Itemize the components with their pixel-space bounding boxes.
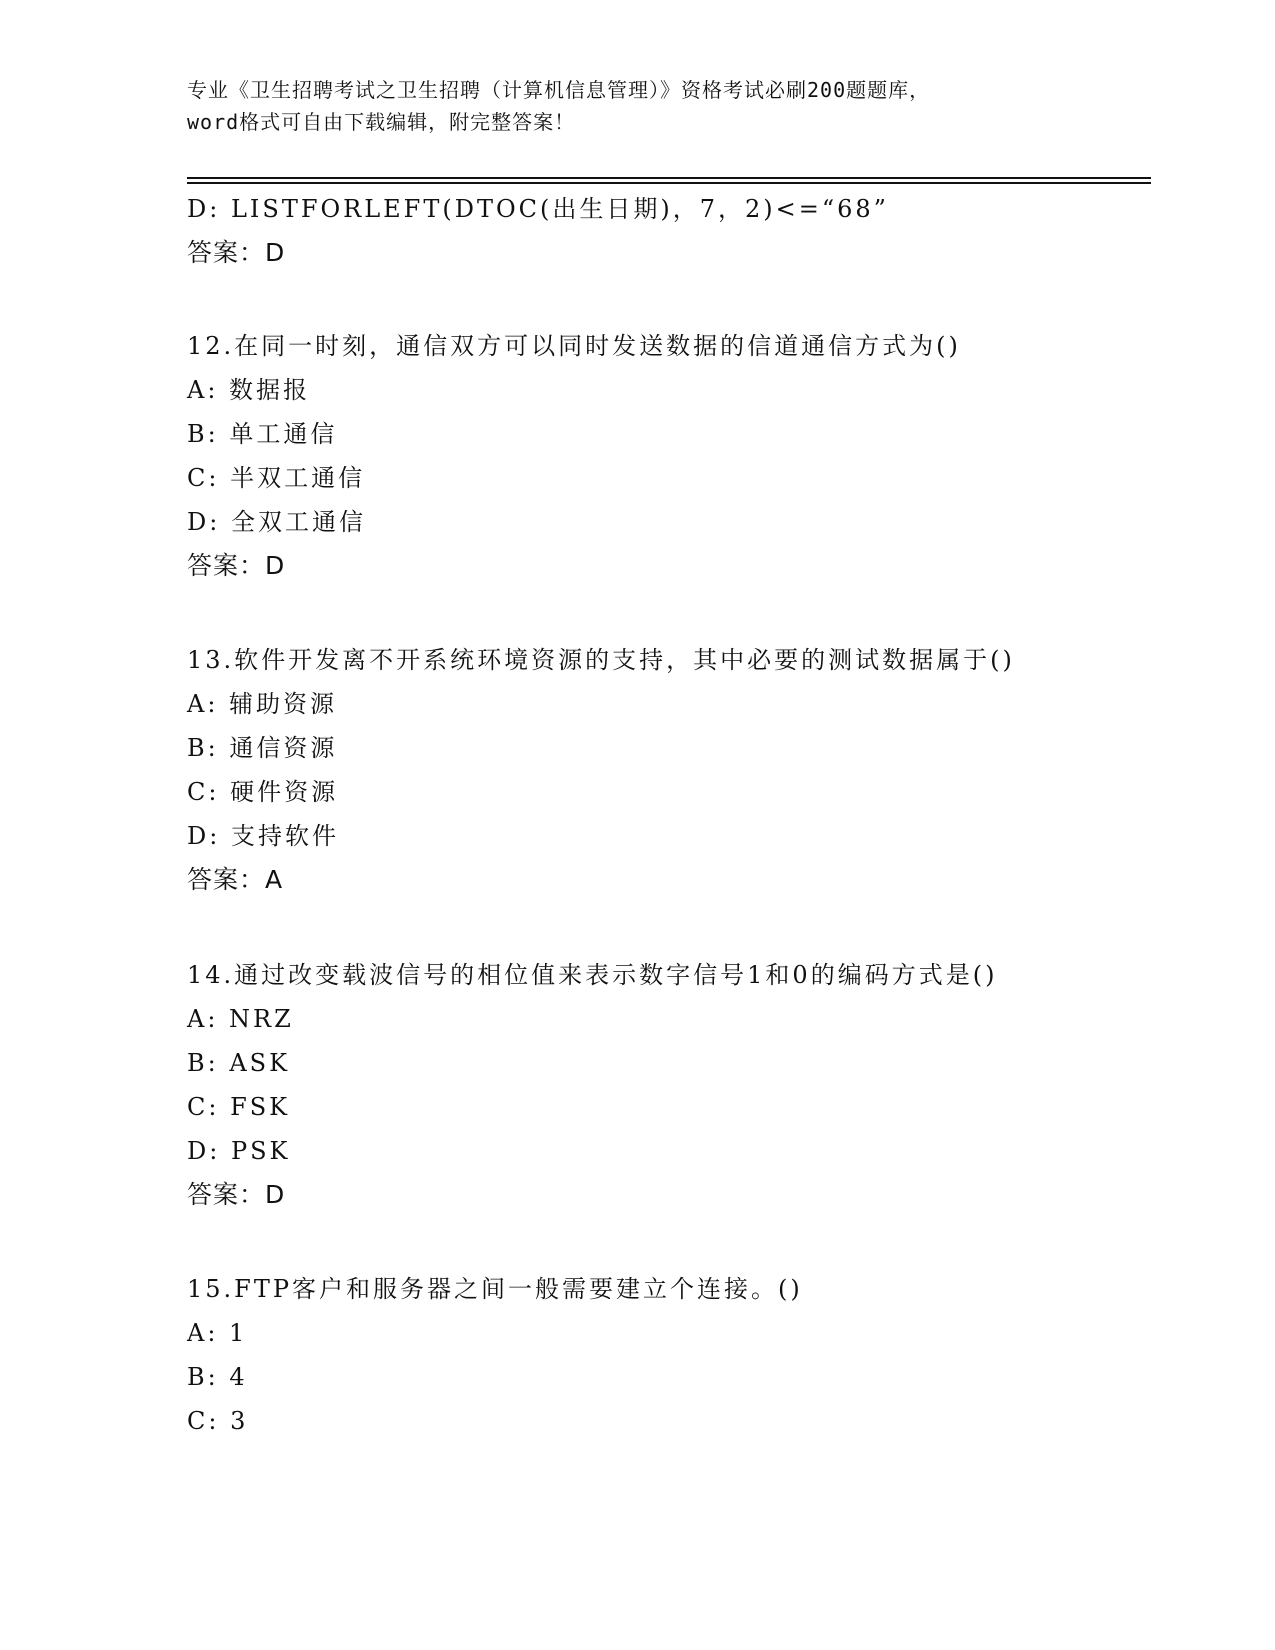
q11-answer: 答案：D <box>187 238 286 267</box>
q14-option-a: A: NRZ <box>187 1005 294 1033</box>
q12-answer: 答案：D <box>187 551 286 580</box>
q15-option-c: C: 3 <box>187 1407 249 1435</box>
q14-option-d: D: PSK <box>187 1137 291 1165</box>
q13-stem: 13.软件开发离不开系统环境资源的支持，其中必要的测试数据属于() <box>187 646 1015 674</box>
header-title-line-1: 专业《卫生招聘考试之卫生招聘（计算机信息管理）》资格考试必刷200题题库， <box>187 78 931 102</box>
header-title-line-2: word格式可自由下载编辑，附完整答案！ <box>187 110 576 134</box>
q14-answer: 答案：D <box>187 1180 286 1209</box>
q13-option-d: D: 支持软件 <box>187 822 339 850</box>
q15-stem: 15.FTP客户和服务器之间一般需要建立个连接。() <box>187 1275 803 1303</box>
q15-option-b: B: 4 <box>187 1363 248 1391</box>
q12-option-a: A: 数据报 <box>187 376 311 404</box>
q13-option-a: A: 辅助资源 <box>187 690 338 718</box>
header-divider-bottom <box>187 182 1151 184</box>
q11-option-d: D: LISTFORLEFT(DTOC(出生日期)，7，2)<=“68” <box>187 195 889 223</box>
q13-option-c: C: 硬件资源 <box>187 778 339 806</box>
q12-option-d: D: 全双工通信 <box>187 508 366 536</box>
q14-option-b: B: ASK <box>187 1049 291 1077</box>
q12-stem: 12.在同一时刻，通信双方可以同时发送数据的信道通信方式为() <box>187 332 961 360</box>
q12-option-b: B: 单工通信 <box>187 420 338 448</box>
document-header <box>187 74 1087 138</box>
q14-option-c: C: FSK <box>187 1093 291 1121</box>
q13-option-b: B: 通信资源 <box>187 734 338 762</box>
q14-stem: 14.通过改变载波信号的相位值来表示数字信号1和0的编码方式是() <box>187 961 998 989</box>
q13-answer: 答案：A <box>187 865 284 894</box>
header-divider-top <box>187 177 1151 179</box>
q12-option-c: C: 半双工通信 <box>187 464 366 492</box>
q15-option-a: A: 1 <box>187 1319 248 1347</box>
